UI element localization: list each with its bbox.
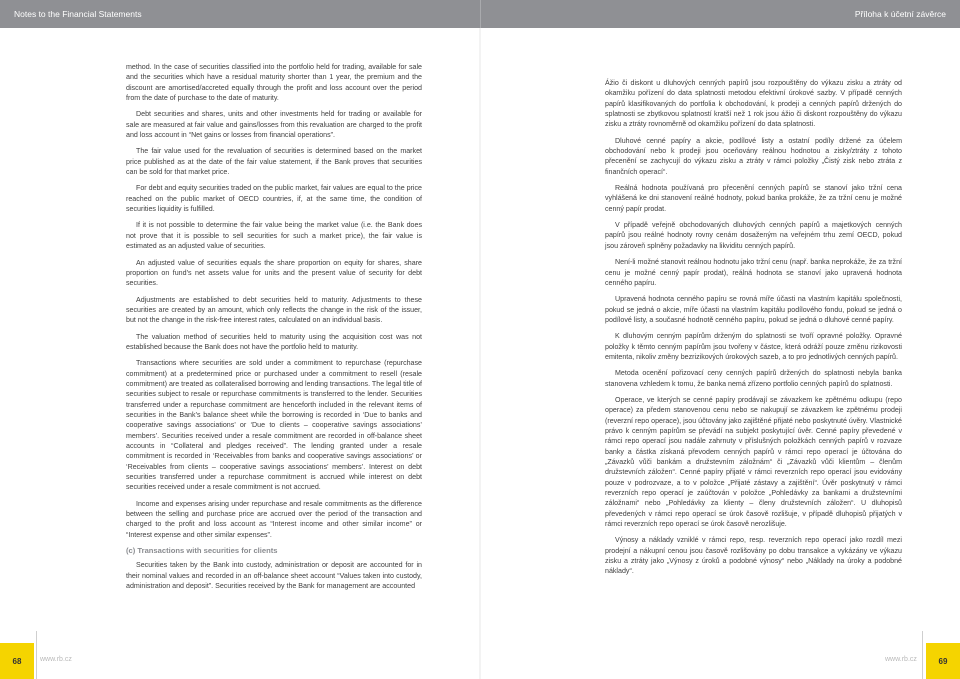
left-paragraph-last: Securities taken by the Bank into custody, administration or deposit are accounted for in their nominal values and recorded in an off-balance sheet account “Values taken into custody, administration and deposit”. Securities received by the Bank for management are accounted (126, 561, 422, 591)
header-bar (0, 0, 960, 28)
section-heading: (c) Transactions with securities for clients (126, 546, 278, 556)
right-paragraph-3: Reálná hodnota používaná pro přecenění cenných papírů se stanoví jako tržní cena vyhlášená ke dni stanovení reálné hodnoty, pokud banka prokáže, že za tržní cenu je možné cenný papír prodat. (605, 184, 902, 213)
right-paragraph-7: K dluhovým cenným papírům drženým do splatnosti se tvoří opravné položky. Opravné položky k těmto cenným papírům jsou tvořeny v částce, která odráží pouze změnu rizikovosti emitenta, nikoliv změny bezrizikových úrokových sazeb, a to pro jednotlivých cenných papírů. (605, 332, 902, 361)
right-paragraph-10: Výnosy a náklady vzniklé v rámci repo, resp. reverzních repo operací jako rozdíl mezi prodejní a nákupní cenou jsou časově rozlišovány po dobu transakce a vykázány ve výkazu zisku a ztráty jako „Výnosy z úroků a podobné výnosy“ nebo „Náklady na úroky a podobné náklady“. (605, 536, 902, 576)
page-gutter (479, 28, 481, 679)
right-paragraph-2: Dluhové cenné papíry a akcie, podílové listy a ostatní podíly držené za účelem obchodování nebo k prodeji jsou oceňovány reálnou hodnotou a zisky/ztráty z tohoto přecenění se zachycují do výkazu zisku a ztráty v rámci položky „Čistý zisk nebo ztráta z finančních operací“. (605, 136, 902, 176)
right-paragraph-1: Ážio či diskont u dluhových cenných papírů jsou rozpouštěny do výkazu zisku a ztráty od okamžiku pořízení do data splatnosti metodou efektivní úrokové sazby. V případě cenných papírů klasifikovaných do portfolia k obchodování, k prodeji a cenných papírů držených do splatnosti se zbytkovou splatností kratší než 1 rok jsou ážio či diskont rozpouštěny do výkazu zisku a ztráty rovnoměrně od okamžiku pořízení do data splatnosti. (605, 79, 902, 129)
left-paragraph-9: Transactions where securities are sold under a commitment to repurchase (repurchase commitment) at a predetermined price or purchased under a commitment to resell (resale commitment) are treated as collateralised borrowing and lending transactions. The legal title of securities subject to resale or repurchase commitments is transferred to the lender. Securities transferred under a repurchase commitment are henceforth included in the relevant items of securities in the Bank’s balance sheet while the borrowing is recorded in ‘Due to banks and cooperative savings associations’ or ‘Due to clients – cooperative savings associations’ members’. Securities received under a resale commitment are recorded in off-balance sheet accounts in “Collateral and pledges received”. The lending granted under a resale commitment is recorded in ‘Receivables from banks and cooperative savings associations’ or ‘Receivables from clients – cooperative savings associations’ members’. Interest on debt securities transferred under a repurchase commitment is accrued while interest on debt securities received under a resale commitment is not accrued. (126, 359, 422, 492)
left-page-number: 68 (0, 643, 34, 679)
right-footer-rule-vertical (922, 631, 923, 679)
right-paragraph-8: Metoda ocenění pořizovací ceny cenných papírů držených do splatnosti nebyla banka stanovena vzhledem k tomu, že banka nemá zřízeno portfolio cenných papírů do splatnosti. (605, 369, 902, 388)
right-paragraph-9: Operace, ve kterých se cenné papíry prodávají se závazkem ke zpětnému odkupu (repo operace) za předem stanovenou cenu nebo se nakupují se závazkem ke zpětnému prodeji (reverzní repo operace), jsou účtovány jako zajištěné přijaté nebo poskytnuté úvěry. Vlastnické právo k cenným papírům se převádí na subjekt poskytující úvěr. Cenné papíry převedené v rámci repo operací jsou nadále zahrnuty v příslušných položkách cenných papírů v rozvaze banky a částka získaná převodem cenných papírů v rámci repo operací je účtována do „Závazků vůči bankám a družstevním záložnám“ či „Závazků vůči klientům – členům družstevních záložen“. Cenné papíry přijaté v rámci reverzních repo operací jsou evidovány pouze v podrozvaze, a to v položce „Přijaté zástavy a zajištění“. Úvěr poskytnutý v rámci reverzních repo operací je zaúčtován v položce „Pohledávky za bankami a družstevními záložnami“ nebo „Pohledávky za klienty – členy družstevních záložen“. U dluhopisů převedených v rámci repo operací se úrok časově rozlišuje, v případě dluhopisů přijatých v rámci reverzních repo operací se úrok časově nerozlišuje. (605, 395, 902, 529)
left-paragraph-4: For debt and equity securities traded on the public market, fair values are equal to the price reached on the public market of OECD countries, if, at the same time, the condition of securities liquidity is fulfilled. (126, 184, 422, 214)
left-paragraph-2: Debt securities and shares, units and other investments held for trading or available for sale are measured at fair value and gains/losses from this revaluation are charged to the profit and loss account in “Net gains or losses from financial operations”. (126, 110, 422, 140)
right-footer-url[interactable]: www.rb.cz (885, 656, 917, 663)
left-paragraph-3: The fair value used for the revaluation of securities is determined based on the market price published as at the date of the fair value statement, if the Bank proves that securities can be sold for that market price. (126, 147, 422, 177)
left-paragraph-5: If it is not possible to determine the fair value being the market value (i.e. the Bank does not prove that it is possible to sell securities for such a market price), the fair value is estimated as an adjusted value of securities. (126, 221, 422, 251)
left-paragraph-8: The valuation method of securities held to maturity using the acquisition cost was not established because the Bank does not have the portfolio held to maturity. (126, 332, 422, 351)
left-paragraph-6: An adjusted value of securities equals the share proportion on equity for shares, share proportion on fund’s net assets value for units and the present value of security for debt securities. (126, 258, 422, 288)
header-right-title: Příloha k účetní závěrce (854, 9, 946, 19)
right-paragraph-4: V případě veřejně obchodovaných dluhových cenných papírů a majetkových cenných papírů jsou reálné hodnoty rovny cenám dosaženým na veřejném trhu zemí OECD, pokud jsou zároveň splněny požadavky na likviditu cenných papírů. (605, 221, 902, 250)
right-page-number: 69 (926, 643, 960, 679)
left-paragraph-7: Adjustments are established to debt securities held to maturity. Adjustments to these securities are created by an amount, which only reflects the change in the risk of the issuer, but not the change in the risk-free interest rates, calculated on an individual basis. (126, 295, 422, 325)
left-column (126, 62, 422, 597)
left-footer-url[interactable]: www.rb.cz (40, 656, 72, 663)
left-paragraph-1: method. In the case of securities classified into the portfolio held for trading, available for sale and the securities which have a residual maturity shorter than 1 year, the premium and the discount are amortised/accreted equally through the profit and loss account over the period from the date of purchase to the date of maturity. (126, 63, 422, 103)
left-footer-rule-vertical (36, 631, 37, 679)
right-column (605, 78, 902, 583)
header-left-title: Notes to the Financial Statements (0, 0, 481, 28)
right-paragraph-5: Není-li možné stanovit reálnou hodnotu jako tržní cenu (např. banka neprokáže, že za tržní cenu je možné cenný papír prodat), reálná hodnota se stanoví jako upravená hodnota cenného papíru. (605, 258, 902, 287)
left-paragraph-10: Income and expenses arising under repurchase and resale commitments as the difference between the selling and purchase price are accrued over the period of the transaction and charged to the profit and loss account as “Interest income and other similar income” or “Interest expense and other similar expenses”. (126, 499, 422, 539)
right-paragraph-6: Upravená hodnota cenného papíru se rovná míře účasti na vlastním kapitálu společnosti, pokud se jedná o akcie, míře účasti na vlastním kapitálu podílového fondu, pokud se jedná o podílové listy, a současné hodnotě cenného papíru, pokud se jedná o dluhové cenné papíry. (605, 295, 902, 324)
